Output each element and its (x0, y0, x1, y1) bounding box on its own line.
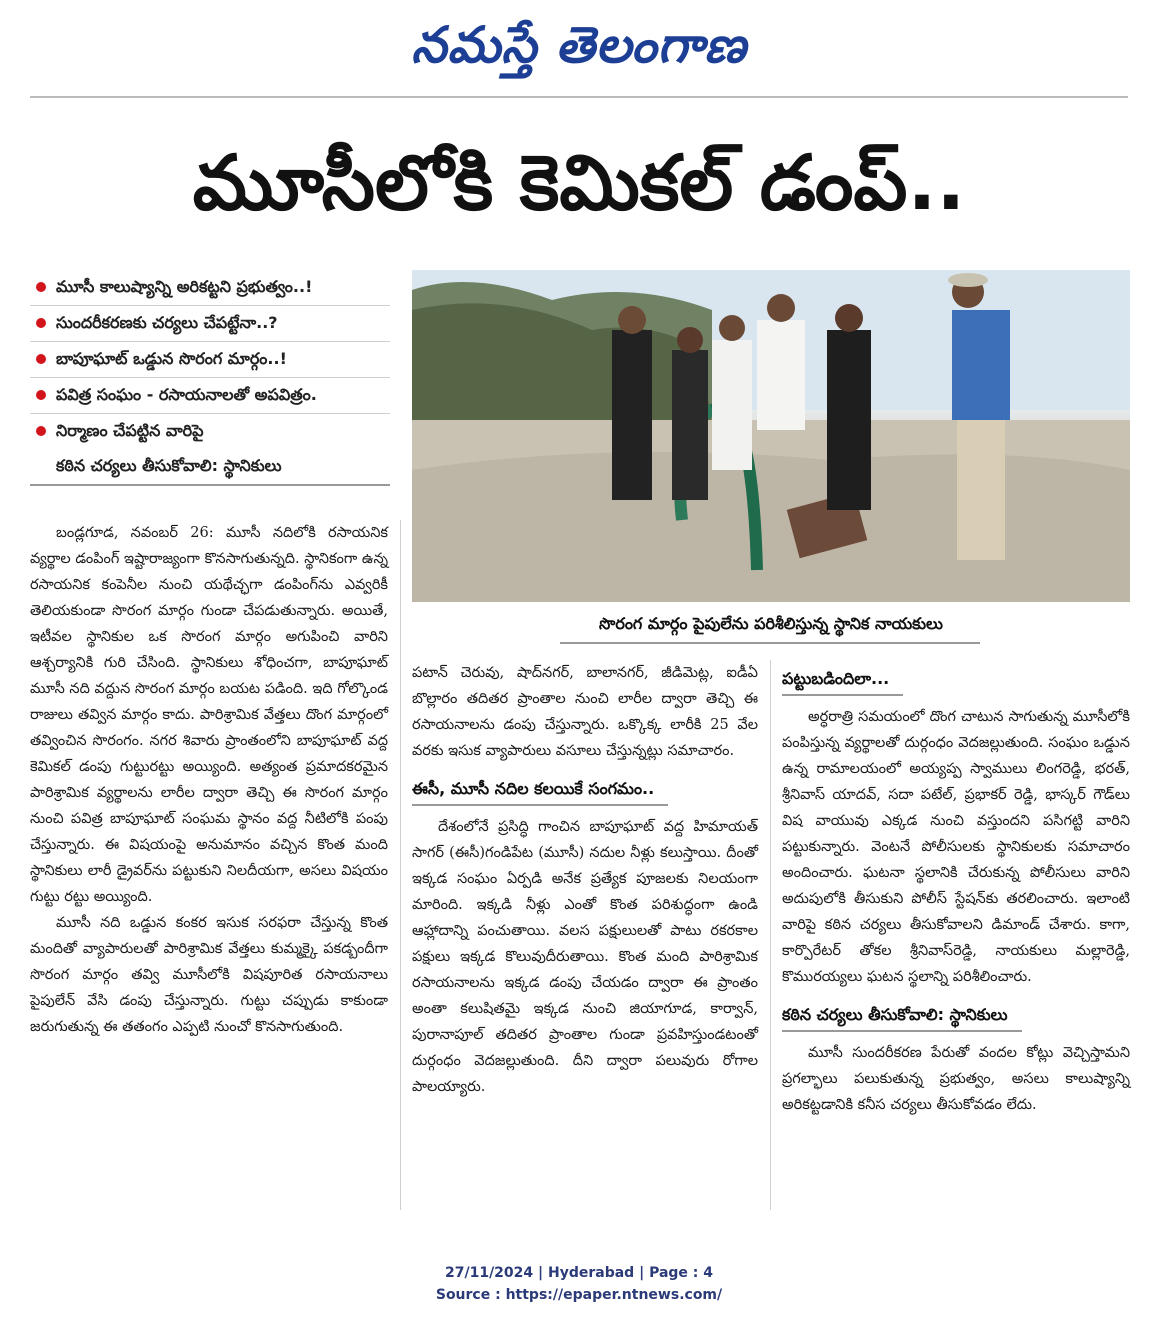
bullet-text: సుందరీకరణకు చర్యలు చేపట్టేనా..? (56, 313, 278, 332)
paragraph: దేశంలోనే ప్రసిద్ధి గాంచిన బాపూఘాట్ వద్ద హిమాయత్ సాగర్ (ఈసీ)గండిపేట (మూసీ) నదుల నీళ్లు కలుస్తాయి. దీంతో ఇక్కడ సంఘం ఏర్పడి అనేక ప్రత్యేక పూజలకు నిలయంగా మారింది. ఇక్కడి నీళ్లు ఎంతో కొంత పరిశుద్ధంగా ఉండి ఆహ్లాదాన్ని పంచుతాయి. వలస పక్షులులతో పాటు రకరకాల పక్షులు ఇక్కడ కొలువుదీరుతాయి. కొంత మంది పారిశ్రామిక రసాయనాలను ఇక్కడ డంపు చేయడం ద్వారా ఈ ప్రాంతం అంతా కలుషితమై ఇక్కడ నుంచి జియాగూడ, కార్వాన్, పురానాపూల్ తదితర ప్రాంతాల గుండా ప్రవహిస్తుండటంతో దుర్గంధం వెదజల్లుతుంది. దీని ద్వారా పలువురు రోగాల పాలయ్యారు. (412, 819, 758, 1095)
highlight-bullets (30, 270, 390, 486)
subheading: కఠిన చర్యలు తీసుకోవాలి: స్థానికులు (782, 1000, 1022, 1032)
bullet-text: కఠిన చర్యలు తీసుకోవాలి: స్థానికులు (56, 456, 282, 475)
bullet-item (30, 414, 390, 449)
red-dot-icon (36, 354, 46, 364)
subheading: ఈసీ, మూసీ నదిల కలయికే సంగమం.. (412, 774, 668, 806)
paragraph: అర్ధరాత్రి సమయంలో దొంగ చాటున సాగుతున్న మూసీలోకి పంపిస్తున్న వ్యర్థాలతో దుర్గంధం వెదజల్లుతుంది. సంఘం ఒడ్డున ఉన్న రామాలయంలో అయ్యప్ప స్వాములు లింగరెడ్డి, భరత్, శ్రీనివాస్ యాదవ్, సదా పటేల్, ప్రభాకర్ రెడ్డి, భాస్కర్ గౌడ్‌లు విష వాయువు ఎక్కడ నుంచి వస్తుందని పసిగట్టి వారిని పట్టుకున్నారు. వెంటనే పోలీసులకు స్థానికులకు సమాచారం అందించారు. ఘటనా స్థలానికి చేరుకున్న పోలీసులు వారిని అదుపులోకి తీసుకుని పోలీస్ స్టేషన్‌కు తరలించారు. ఇలాంటి వారిపై కఠిన చర్యలు తీసుకోవాలని డిమాండ్ చేశారు. కాగా, కార్పొరేటర్ తోకల శ్రీనివాస్‌రెడ్డి, నాయకులు మల్లారెడ్డి, కొమురయ్యలు ఘటన స్థలాన్ని పరిశీలించారు. (782, 709, 1130, 985)
paragraph: బండ్లగూడ, నవంబర్ 26: మూసీ నదిలోకి రసాయనిక వ్యర్థాల డంపింగ్ ఇష్టారాజ్యంగా కొనసాగుతున్నది. స్థానికంగా ఉన్న రసాయనిక కంపెనీల నుంచి యథేచ్ఛగా డంపింగ్‌ను ఎవ్వరికీ తెలియకుండా సొరంగ మార్గం గుండా చేపడుతున్నారు. అయితే, ఇటీవల స్థానికుల ఒక సొరంగ మార్గం అగుపించి వారిని ఆశ్చర్యానికి గురి చేసింది. స్థానికులు శోధించగా, బాపూఘాట్ మూసీ నది వద్దున సొరంగ మార్గం బయట పడింది. ఇది గోల్కొండ రాజులు తవ్విన మార్గం కాదు. పారిశ్రామిక వేత్తలు దొంగ మార్గంలో తవ్వించిన సొరంగం. నగర శివారు ప్రాంతంలోని బాపూఘాట్ వద్ద కెమికల్ డంపు గుట్టురట్టు అయ్యింది. అత్యంత ప్రమాదకరమైన పారిశ్రామిక వ్యర్థాలను లారీల ద్వారా తెచ్చి ఈ సొరంగ మార్గం నుంచి పవిత్ర బాపూఘాట్ సంఘమ స్థానం వద్ద నీటిలోకి పంపు చేస్తున్నారు. ఈ విషయంపై అనుమానం వచ్చిన కొంత మంది స్థానికులు లారీ డ్రైవర్‌ను పట్టుకుని నిలదీయగా, అసలు విషయం గుట్టు రట్టు అయ్యింది. (30, 525, 388, 905)
paragraph: మూసీ నది ఒడ్డున కంకర ఇసుక సరఫరా చేస్తున్న కొంత మందితో వ్యాపారులతో పారిశ్రామిక వేత్తలు కుమ్మక్కై పకడ్బందీగా సొరంగ మార్గం తవ్వి మూసీలోకి విషపూరిత రసాయనాలు పైపులేన్ వేసి డంపు చేస్తున్నారు. గుట్టు చప్పుడు కాకుండా జరుగుతున్న ఈ తతంగం ఎప్పటి నుంచో కొనసాగుతుంది. (30, 915, 388, 1035)
article-column-2 (412, 660, 758, 1100)
red-dot-icon (36, 318, 46, 328)
footer-source-link[interactable]: Source : https://epaper.ntnews.com/ (435, 1287, 723, 1303)
red-dot-icon (36, 282, 46, 292)
subheading: పట్టుబడిందిలా... (782, 664, 903, 696)
caption-divider (560, 642, 980, 644)
footer-date-edition: 27/11/2024 | Hyderabad | Page : 4 (444, 1265, 714, 1281)
bullet-item (30, 306, 390, 342)
bullet-item (30, 378, 390, 414)
red-dot-icon (36, 390, 46, 400)
bullet-text: బాపూఘాట్ ఒడ్డున సొరంగ మార్గం..! (56, 349, 287, 368)
column-divider (400, 520, 401, 1210)
bullet-text: పవిత్ర సంఘం - రసాయనాలతో అపవిత్రం. (56, 385, 317, 404)
paragraph: పటాన్ చెరువు, షాద్‌నగర్, బాలానగర్, జీడిమెట్ల, ఐడీఏ బొల్లారం తదితర ప్రాంతాల నుంచి లారీల ద్వారా తెచ్చి ఈ రసాయనాలను డంపు చేస్తున్నారు. ఒక్కొక్క లారీకి 25 వేల వరకు ఇసుక వ్యాపారులు వసూలు చేస్తున్నట్లు సమాచారం. (412, 665, 758, 759)
masthead-logo (0, 8, 1158, 82)
bullet-item (30, 342, 390, 378)
photo-illustration (412, 270, 1130, 602)
bullet-text: మూసీ కాలుష్యాన్ని అరికట్టని ప్రభుత్వం..! (56, 277, 313, 296)
masthead-divider (30, 96, 1128, 98)
bullet-text: నిర్మాణం చేపట్టిన వారిపై (56, 421, 204, 440)
news-photo (412, 270, 1130, 602)
bullet-item (30, 270, 390, 306)
masthead-title: నమస్తే తెలంగాణ (411, 15, 747, 74)
article-column-3 (782, 664, 1130, 1118)
article-column-1 (30, 520, 388, 1040)
column-divider (770, 660, 771, 1210)
bullet-continuation (30, 449, 390, 486)
red-dot-icon (36, 426, 46, 436)
paragraph: మూసీ సుందరీకరణ పేరుతో వందల కోట్లు వెచ్చిస్తామని ప్రగల్భాలు పలుకుతున్న ప్రభుత్వం, అసలు కాలుష్యాన్ని అరికట్టడానికి కనీస చర్యలు తీసుకోవడం లేదు. (782, 1045, 1130, 1113)
photo-caption: సొరంగ మార్గం పైపులేను పరిశీలిస్తున్న స్థానిక నాయకులు (599, 614, 943, 633)
headline: మూసీలోకి కెమికల్ డంప్.. (192, 138, 966, 227)
